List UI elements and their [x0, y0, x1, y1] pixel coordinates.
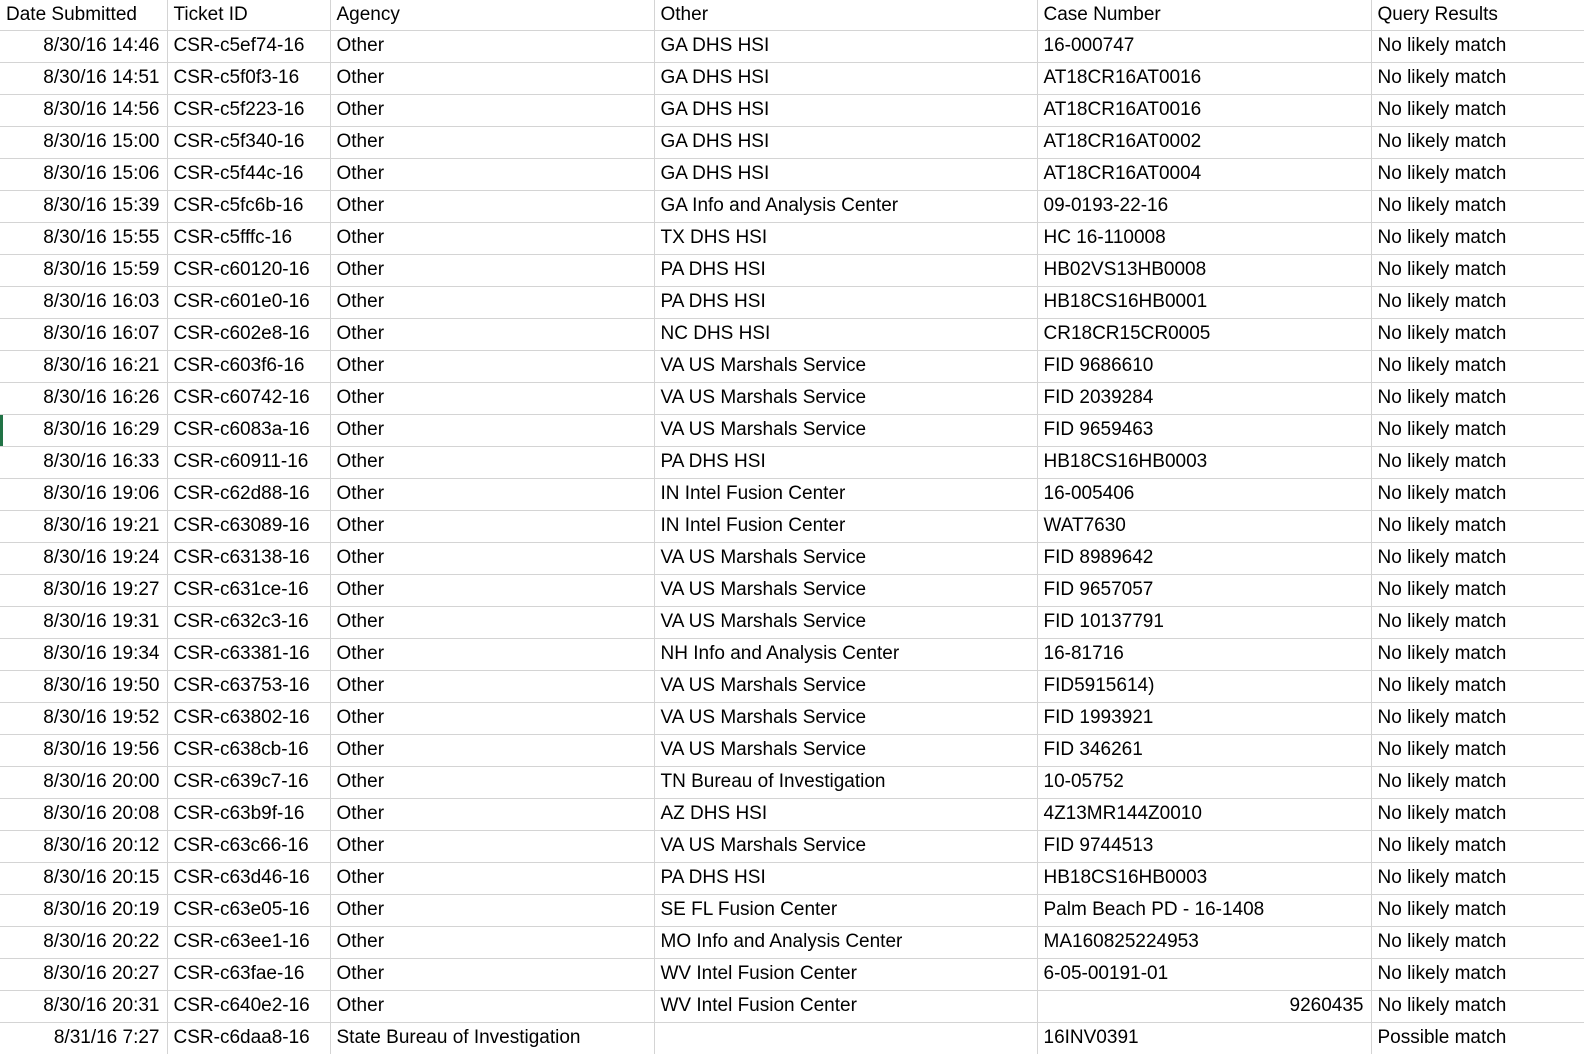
cell-ticket-id[interactable]: CSR-c638cb-16: [167, 734, 330, 766]
cell-ticket-id[interactable]: CSR-c63089-16: [167, 510, 330, 542]
cell-ticket-id[interactable]: CSR-c602e8-16: [167, 318, 330, 350]
cell-agency[interactable]: Other: [330, 542, 654, 574]
cell-ticket-id[interactable]: CSR-c603f6-16: [167, 350, 330, 382]
cell-ticket-id[interactable]: CSR-c60911-16: [167, 446, 330, 478]
cell-agency[interactable]: Other: [330, 158, 654, 190]
cell-date-submitted[interactable]: 8/30/16 19:21: [0, 510, 167, 542]
cell-case-number[interactable]: 16-000747: [1037, 30, 1371, 62]
cell-date-submitted[interactable]: 8/30/16 19:06: [0, 478, 167, 510]
table-row: [0, 830, 1584, 862]
cell-other[interactable]: WV Intel Fusion Center: [654, 958, 1037, 990]
cell-query-results[interactable]: No likely match: [1371, 30, 1584, 62]
table-row: [0, 862, 1584, 894]
cell-date-submitted[interactable]: 8/30/16 19:24: [0, 542, 167, 574]
cell-agency[interactable]: Other: [330, 222, 654, 254]
cell-date-submitted[interactable]: 8/30/16 20:27: [0, 958, 167, 990]
cell-case-number[interactable]: AT18CR16AT0004: [1037, 158, 1371, 190]
table-row: [0, 542, 1584, 574]
column-header-query-results[interactable]: Query Results: [1371, 0, 1584, 30]
cell-case-number[interactable]: FID 2039284: [1037, 382, 1371, 414]
cell-case-number[interactable]: 16-81716: [1037, 638, 1371, 670]
cell-agency[interactable]: Other: [330, 254, 654, 286]
cell-case-number[interactable]: FID 9744513: [1037, 830, 1371, 862]
cell-agency[interactable]: Other: [330, 638, 654, 670]
cell-agency[interactable]: Other: [330, 478, 654, 510]
cell-agency[interactable]: Other: [330, 574, 654, 606]
table-row: [0, 94, 1584, 126]
cell-case-number[interactable]: 9260435: [1037, 990, 1371, 1022]
cell-query-results[interactable]: No likely match: [1371, 478, 1584, 510]
cell-other[interactable]: VA US Marshals Service: [654, 350, 1037, 382]
cell-agency[interactable]: Other: [330, 94, 654, 126]
cell-query-results[interactable]: No likely match: [1371, 830, 1584, 862]
cell-date-submitted[interactable]: 8/30/16 19:50: [0, 670, 167, 702]
cell-date-submitted[interactable]: 8/30/16 19:34: [0, 638, 167, 670]
cell-query-results[interactable]: No likely match: [1371, 382, 1584, 414]
cell-ticket-id[interactable]: CSR-c601e0-16: [167, 286, 330, 318]
cell-query-results[interactable]: No likely match: [1371, 638, 1584, 670]
cell-case-number[interactable]: HB02VS13HB0008: [1037, 254, 1371, 286]
cell-case-number[interactable]: AT18CR16AT0002: [1037, 126, 1371, 158]
cell-agency[interactable]: Other: [330, 510, 654, 542]
table-row: [0, 158, 1584, 190]
cell-date-submitted[interactable]: 8/30/16 14:51: [0, 62, 167, 94]
cell-date-submitted[interactable]: 8/30/16 15:55: [0, 222, 167, 254]
cell-agency[interactable]: Other: [330, 318, 654, 350]
cell-query-results[interactable]: No likely match: [1371, 990, 1584, 1022]
cell-agency[interactable]: Other: [330, 990, 654, 1022]
cell-case-number[interactable]: 09-0193-22-16: [1037, 190, 1371, 222]
cell-case-number[interactable]: WAT7630: [1037, 510, 1371, 542]
cell-case-number[interactable]: HC 16-110008: [1037, 222, 1371, 254]
cell-date-submitted[interactable]: 8/30/16 20:12: [0, 830, 167, 862]
cell-query-results[interactable]: No likely match: [1371, 318, 1584, 350]
cell-ticket-id[interactable]: CSR-c5f44c-16: [167, 158, 330, 190]
cell-agency[interactable]: Other: [330, 830, 654, 862]
cell-ticket-id[interactable]: CSR-c63e05-16: [167, 894, 330, 926]
cell-date-submitted[interactable]: 8/30/16 16:26: [0, 382, 167, 414]
cell-query-results[interactable]: No likely match: [1371, 62, 1584, 94]
cell-other[interactable]: VA US Marshals Service: [654, 670, 1037, 702]
cell-agency[interactable]: Other: [330, 30, 654, 62]
cell-query-results[interactable]: No likely match: [1371, 862, 1584, 894]
cell-agency[interactable]: Other: [330, 350, 654, 382]
cell-other[interactable]: AZ DHS HSI: [654, 798, 1037, 830]
cell-date-submitted[interactable]: 8/30/16 19:27: [0, 574, 167, 606]
cell-other[interactable]: GA DHS HSI: [654, 94, 1037, 126]
cell-agency[interactable]: Other: [330, 958, 654, 990]
cell-ticket-id[interactable]: CSR-c60120-16: [167, 254, 330, 286]
cell-other[interactable]: GA Info and Analysis Center: [654, 190, 1037, 222]
table-row: [0, 734, 1584, 766]
table-row: [0, 190, 1584, 222]
cell-ticket-id[interactable]: CSR-c632c3-16: [167, 606, 330, 638]
cell-date-submitted[interactable]: 8/30/16 20:19: [0, 894, 167, 926]
cell-query-results[interactable]: No likely match: [1371, 958, 1584, 990]
cell-case-number[interactable]: HB18CS16HB0001: [1037, 286, 1371, 318]
cell-query-results[interactable]: No likely match: [1371, 798, 1584, 830]
cell-ticket-id[interactable]: CSR-c5fc6b-16: [167, 190, 330, 222]
cell-agency[interactable]: State Bureau of Investigation: [330, 1022, 654, 1054]
cell-agency[interactable]: Other: [330, 702, 654, 734]
table-row: [0, 990, 1584, 1022]
cell-ticket-id[interactable]: CSR-c63ee1-16: [167, 926, 330, 958]
cell-other[interactable]: [654, 1022, 1037, 1054]
table-row: [0, 670, 1584, 702]
cell-query-results[interactable]: No likely match: [1371, 350, 1584, 382]
cell-date-submitted[interactable]: 8/30/16 20:00: [0, 766, 167, 798]
cell-ticket-id[interactable]: CSR-c63fae-16: [167, 958, 330, 990]
cell-date-submitted[interactable]: 8/30/16 16:33: [0, 446, 167, 478]
table-row: [0, 702, 1584, 734]
cell-date-submitted[interactable]: 8/31/16 7:27: [0, 1022, 167, 1054]
cell-agency[interactable]: Other: [330, 446, 654, 478]
table-row: [0, 30, 1584, 62]
cell-case-number[interactable]: FID 346261: [1037, 734, 1371, 766]
cell-other[interactable]: GA DHS HSI: [654, 158, 1037, 190]
cell-case-number[interactable]: HB18CS16HB0003: [1037, 446, 1371, 478]
table-row: [0, 254, 1584, 286]
table-row: [0, 958, 1584, 990]
cell-query-results[interactable]: No likely match: [1371, 670, 1584, 702]
column-header-other[interactable]: Other: [654, 0, 1037, 30]
cell-date-submitted[interactable]: 8/30/16 16:03: [0, 286, 167, 318]
cell-other[interactable]: PA DHS HSI: [654, 254, 1037, 286]
cell-ticket-id[interactable]: CSR-c631ce-16: [167, 574, 330, 606]
cell-query-results[interactable]: No likely match: [1371, 158, 1584, 190]
cell-query-results[interactable]: No likely match: [1371, 606, 1584, 638]
table-row: [0, 286, 1584, 318]
table-row: [0, 574, 1584, 606]
cell-case-number[interactable]: HB18CS16HB0003: [1037, 862, 1371, 894]
cell-other[interactable]: GA DHS HSI: [654, 126, 1037, 158]
cell-case-number[interactable]: 16INV0391: [1037, 1022, 1371, 1054]
cell-query-results[interactable]: No likely match: [1371, 222, 1584, 254]
table-row: [0, 414, 1584, 446]
table-row: [0, 478, 1584, 510]
cell-other[interactable]: VA US Marshals Service: [654, 574, 1037, 606]
cell-ticket-id[interactable]: CSR-c5f223-16: [167, 94, 330, 126]
cell-case-number[interactable]: 6-05-00191-01: [1037, 958, 1371, 990]
cell-date-submitted[interactable]: 8/30/16 16:07: [0, 318, 167, 350]
cell-query-results[interactable]: No likely match: [1371, 574, 1584, 606]
cell-other[interactable]: WV Intel Fusion Center: [654, 990, 1037, 1022]
cell-case-number[interactable]: FID 1993921: [1037, 702, 1371, 734]
cell-other[interactable]: TN Bureau of Investigation: [654, 766, 1037, 798]
table-row: [0, 510, 1584, 542]
cell-agency[interactable]: Other: [330, 414, 654, 446]
cell-other[interactable]: GA DHS HSI: [654, 62, 1037, 94]
cell-date-submitted[interactable]: 8/30/16 20:15: [0, 862, 167, 894]
cell-date-submitted[interactable]: 8/30/16 16:29: [0, 414, 167, 446]
cell-other[interactable]: VA US Marshals Service: [654, 830, 1037, 862]
cell-other[interactable]: VA US Marshals Service: [654, 606, 1037, 638]
cell-ticket-id[interactable]: CSR-c639c7-16: [167, 766, 330, 798]
cell-agency[interactable]: Other: [330, 382, 654, 414]
cell-ticket-id[interactable]: CSR-c60742-16: [167, 382, 330, 414]
cell-other[interactable]: PA DHS HSI: [654, 862, 1037, 894]
cell-query-results[interactable]: No likely match: [1371, 894, 1584, 926]
cell-other[interactable]: NH Info and Analysis Center: [654, 638, 1037, 670]
table-row: [0, 318, 1584, 350]
cell-date-submitted[interactable]: 8/30/16 16:21: [0, 350, 167, 382]
column-header-date-submitted[interactable]: Date Submitted: [0, 0, 167, 30]
cell-ticket-id[interactable]: CSR-c62d88-16: [167, 478, 330, 510]
table-row: [0, 798, 1584, 830]
cell-other[interactable]: VA US Marshals Service: [654, 702, 1037, 734]
cell-query-results[interactable]: No likely match: [1371, 702, 1584, 734]
cell-case-number[interactable]: Palm Beach PD - 16-1408: [1037, 894, 1371, 926]
cell-query-results[interactable]: No likely match: [1371, 446, 1584, 478]
table-row: [0, 446, 1584, 478]
table-row: [0, 926, 1584, 958]
cell-case-number[interactable]: FID 9657057: [1037, 574, 1371, 606]
cell-date-submitted[interactable]: 8/30/16 19:31: [0, 606, 167, 638]
cell-case-number[interactable]: 10-05752: [1037, 766, 1371, 798]
cell-other[interactable]: NC DHS HSI: [654, 318, 1037, 350]
cell-case-number[interactable]: CR18CR15CR0005: [1037, 318, 1371, 350]
cell-ticket-id[interactable]: CSR-c5ef74-16: [167, 30, 330, 62]
cell-ticket-id[interactable]: CSR-c5f340-16: [167, 126, 330, 158]
cell-ticket-id[interactable]: CSR-c63802-16: [167, 702, 330, 734]
cell-case-number[interactable]: FID 10137791: [1037, 606, 1371, 638]
table-row: [0, 350, 1584, 382]
cell-agency[interactable]: Other: [330, 606, 654, 638]
cell-date-submitted[interactable]: 8/30/16 15:59: [0, 254, 167, 286]
cell-query-results[interactable]: No likely match: [1371, 510, 1584, 542]
cell-agency[interactable]: Other: [330, 126, 654, 158]
cell-query-results[interactable]: No likely match: [1371, 286, 1584, 318]
table-header: [0, 0, 1584, 30]
cell-other[interactable]: VA US Marshals Service: [654, 542, 1037, 574]
cell-ticket-id[interactable]: CSR-c63d46-16: [167, 862, 330, 894]
cell-other[interactable]: IN Intel Fusion Center: [654, 478, 1037, 510]
cell-date-submitted[interactable]: 8/30/16 15:06: [0, 158, 167, 190]
cell-agency[interactable]: Other: [330, 862, 654, 894]
cell-agency[interactable]: Other: [330, 734, 654, 766]
cell-ticket-id[interactable]: CSR-c63b9f-16: [167, 798, 330, 830]
cell-date-submitted[interactable]: 8/30/16 19:52: [0, 702, 167, 734]
cell-other[interactable]: SE FL Fusion Center: [654, 894, 1037, 926]
cell-case-number[interactable]: AT18CR16AT0016: [1037, 62, 1371, 94]
cell-query-results[interactable]: No likely match: [1371, 926, 1584, 958]
header-row: [0, 0, 1584, 30]
cell-ticket-id[interactable]: CSR-c640e2-16: [167, 990, 330, 1022]
cell-ticket-id[interactable]: CSR-c63c66-16: [167, 830, 330, 862]
cell-case-number[interactable]: FID5915614): [1037, 670, 1371, 702]
cell-query-results[interactable]: No likely match: [1371, 734, 1584, 766]
cell-agency[interactable]: Other: [330, 894, 654, 926]
cell-other[interactable]: PA DHS HSI: [654, 286, 1037, 318]
cell-query-results[interactable]: No likely match: [1371, 94, 1584, 126]
cell-query-results[interactable]: No likely match: [1371, 766, 1584, 798]
cell-other[interactable]: VA US Marshals Service: [654, 382, 1037, 414]
cell-ticket-id[interactable]: CSR-c6083a-16: [167, 414, 330, 446]
cell-date-submitted[interactable]: 8/30/16 15:39: [0, 190, 167, 222]
table-row: [0, 766, 1584, 798]
cell-query-results[interactable]: Possible match: [1371, 1022, 1584, 1054]
cell-date-submitted[interactable]: 8/30/16 20:31: [0, 990, 167, 1022]
table-row: [0, 222, 1584, 254]
cell-ticket-id[interactable]: CSR-c63138-16: [167, 542, 330, 574]
cell-date-submitted[interactable]: 8/30/16 20:08: [0, 798, 167, 830]
cell-query-results[interactable]: No likely match: [1371, 414, 1584, 446]
column-header-agency[interactable]: Agency: [330, 0, 654, 30]
cell-ticket-id[interactable]: CSR-c5f0f3-16: [167, 62, 330, 94]
cell-other[interactable]: MO Info and Analysis Center: [654, 926, 1037, 958]
cell-agency[interactable]: Other: [330, 766, 654, 798]
cell-date-submitted[interactable]: 8/30/16 14:46: [0, 30, 167, 62]
cell-ticket-id[interactable]: CSR-c5fffc-16: [167, 222, 330, 254]
cell-ticket-id[interactable]: CSR-c63381-16: [167, 638, 330, 670]
cell-query-results[interactable]: No likely match: [1371, 190, 1584, 222]
cell-other[interactable]: GA DHS HSI: [654, 30, 1037, 62]
cell-query-results[interactable]: No likely match: [1371, 254, 1584, 286]
cell-agency[interactable]: Other: [330, 62, 654, 94]
cell-agency[interactable]: Other: [330, 926, 654, 958]
table-row: [0, 606, 1584, 638]
table-row: [0, 382, 1584, 414]
column-header-ticket-id[interactable]: Ticket ID: [167, 0, 330, 30]
cell-ticket-id[interactable]: CSR-c6daa8-16: [167, 1022, 330, 1054]
cell-other[interactable]: VA US Marshals Service: [654, 734, 1037, 766]
cell-case-number[interactable]: FID 8989642: [1037, 542, 1371, 574]
cell-other[interactable]: VA US Marshals Service: [654, 414, 1037, 446]
cell-other[interactable]: TX DHS HSI: [654, 222, 1037, 254]
table-row: [0, 638, 1584, 670]
column-header-case-number[interactable]: Case Number: [1037, 0, 1371, 30]
table-body: [0, 30, 1584, 1054]
table-row: [0, 126, 1584, 158]
cell-other[interactable]: IN Intel Fusion Center: [654, 510, 1037, 542]
cell-ticket-id[interactable]: CSR-c63753-16: [167, 670, 330, 702]
cell-case-number[interactable]: AT18CR16AT0016: [1037, 94, 1371, 126]
cell-date-submitted[interactable]: 8/30/16 14:56: [0, 94, 167, 126]
cell-query-results[interactable]: No likely match: [1371, 542, 1584, 574]
cell-agency[interactable]: Other: [330, 798, 654, 830]
table-row: [0, 1022, 1584, 1054]
cell-date-submitted[interactable]: 8/30/16 20:22: [0, 926, 167, 958]
cell-query-results[interactable]: No likely match: [1371, 126, 1584, 158]
table-row: [0, 894, 1584, 926]
cell-agency[interactable]: Other: [330, 670, 654, 702]
table-row: [0, 62, 1584, 94]
cell-agency[interactable]: Other: [330, 286, 654, 318]
cell-date-submitted[interactable]: 8/30/16 15:00: [0, 126, 167, 158]
cell-agency[interactable]: Other: [330, 190, 654, 222]
cell-case-number[interactable]: 16-005406: [1037, 478, 1371, 510]
cell-case-number[interactable]: FID 9659463: [1037, 414, 1371, 446]
cell-case-number[interactable]: 4Z13MR144Z0010: [1037, 798, 1371, 830]
cell-other[interactable]: PA DHS HSI: [654, 446, 1037, 478]
cell-date-submitted[interactable]: 8/30/16 19:56: [0, 734, 167, 766]
cell-case-number[interactable]: FID 9686610: [1037, 350, 1371, 382]
cell-case-number[interactable]: MA160825224953: [1037, 926, 1371, 958]
